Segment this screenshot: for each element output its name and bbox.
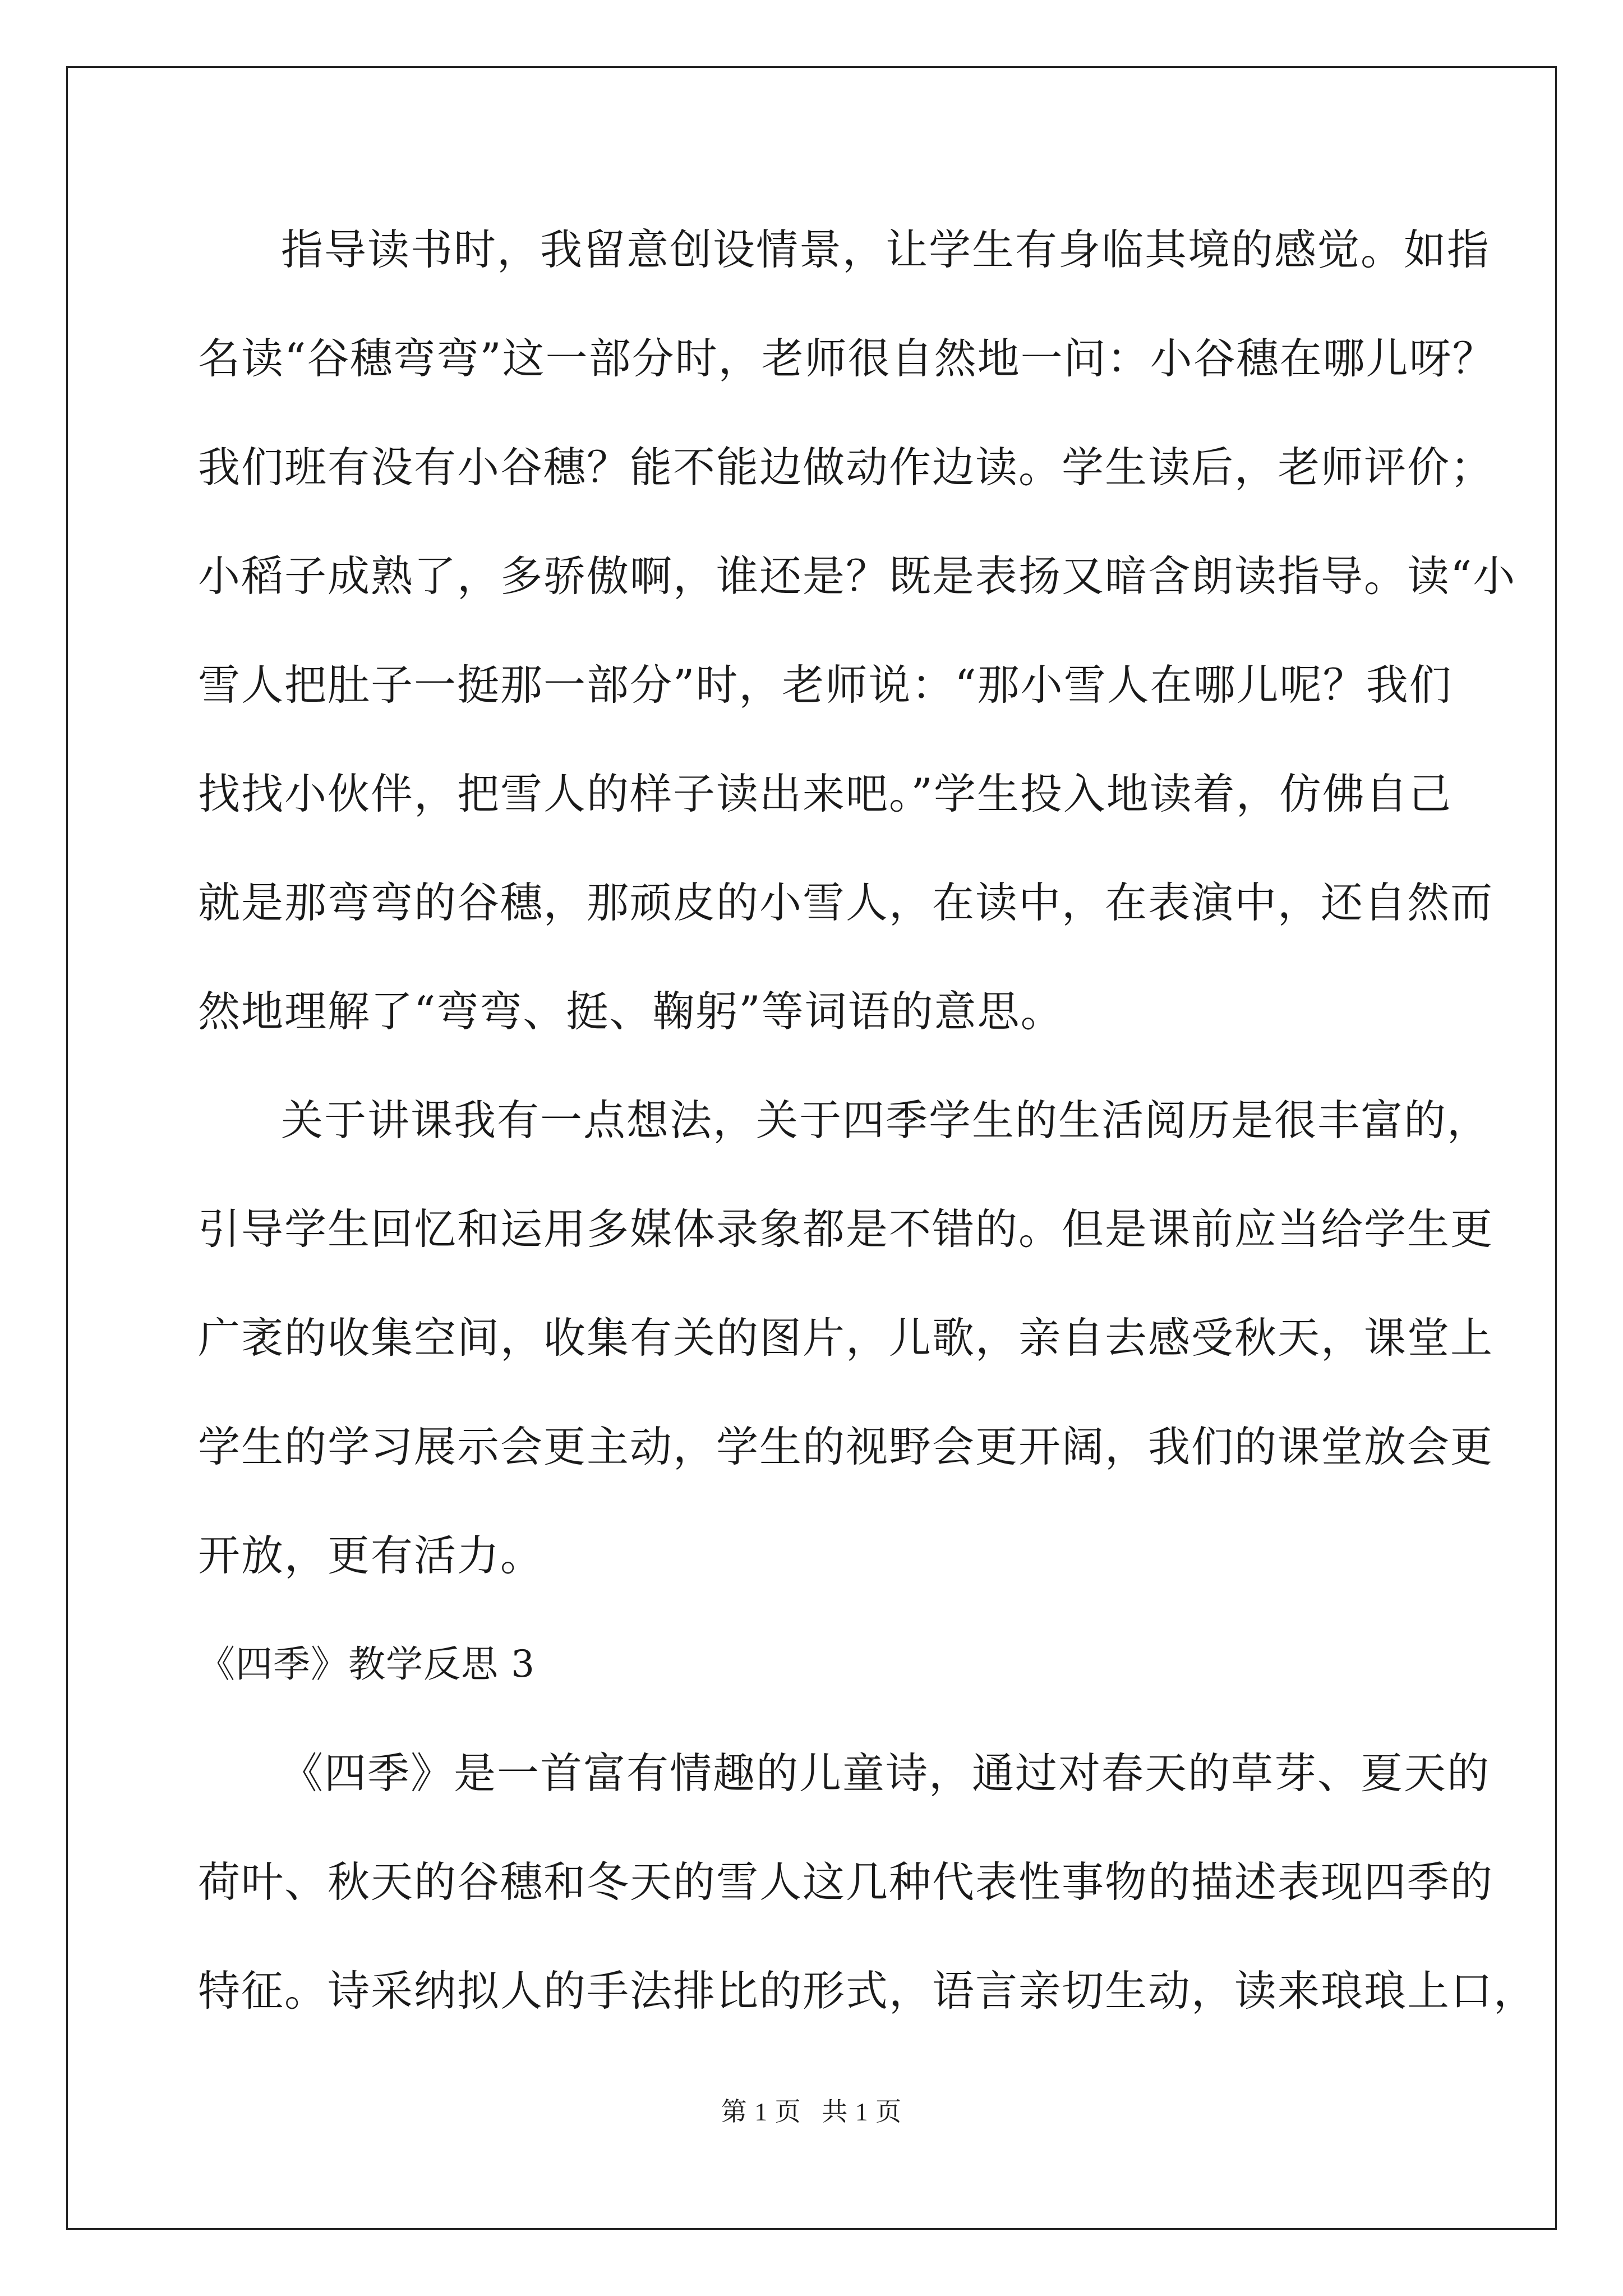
text-line: 开放，更有活力。	[198, 1531, 544, 1580]
text-line: 名读“谷穗弯弯”这一部分时，老师很自然地一问：小谷穗在哪儿呀？	[198, 334, 1496, 383]
text-line: 学生的学习展示会更主动，学生的视野会更开阔，我们的课堂放会更	[198, 1422, 1494, 1471]
text-line: 然地理解了“弯弯、挺、鞠躬”等词语的意思。	[198, 987, 1064, 1036]
text-line: 就是那弯弯的谷穗，那顽皮的小雪人，在读中，在表演中，还自然而	[198, 878, 1494, 927]
text-line: 我们班有没有小谷穗？能不能边做动作边读。学生读后，老师评价；	[198, 443, 1494, 492]
text-line: 广袤的收集空间，收集有关的图片，儿歌，亲自去感受秋天，课堂上	[198, 1313, 1494, 1363]
text-line: 关于讲课我有一点想法，关于四季学生的生活阅历是很丰富的，	[281, 1096, 1491, 1145]
text-line: 荷叶、秋天的谷穗和冬天的雪人这几种代表性事物的描述表现四季的	[198, 1857, 1494, 1907]
text-line: 小稻子成熟了，多骄傲啊，谁还是？既是表扬又暗含朗读指导。读“小	[198, 551, 1516, 601]
section-heading: 《四季》教学反思 3	[198, 1642, 535, 1686]
text-line: 特征。诗采纳拟人的手法排比的形式，语言亲切生动，读来琅琅上口，	[198, 1966, 1537, 2016]
text-line: 雪人把肚子一挺那一部分”时，老师说：“那小雪人在哪儿呢？我们	[198, 660, 1453, 710]
text-line: 找找小伙伴，把雪人的样子读出来吧。”学生投入地读着，仿佛自己	[198, 769, 1452, 818]
text-line: 《四季》是一首富有情趣的儿童诗，通过对春天的草芽、夏天的	[281, 1749, 1491, 1798]
text-line: 引导学生回忆和运用多媒体录象都是不错的。但是课前应当给学生更	[198, 1204, 1494, 1254]
text-line: 指导读书时，我留意创设情景，让学生有身临其境的感觉。如指	[281, 225, 1491, 274]
document-body	[198, 216, 1537, 2066]
page-footer	[0, 2091, 1623, 2128]
page-total: 共 1 页	[822, 2097, 902, 2126]
page-number: 第 1 页	[721, 2097, 801, 2126]
